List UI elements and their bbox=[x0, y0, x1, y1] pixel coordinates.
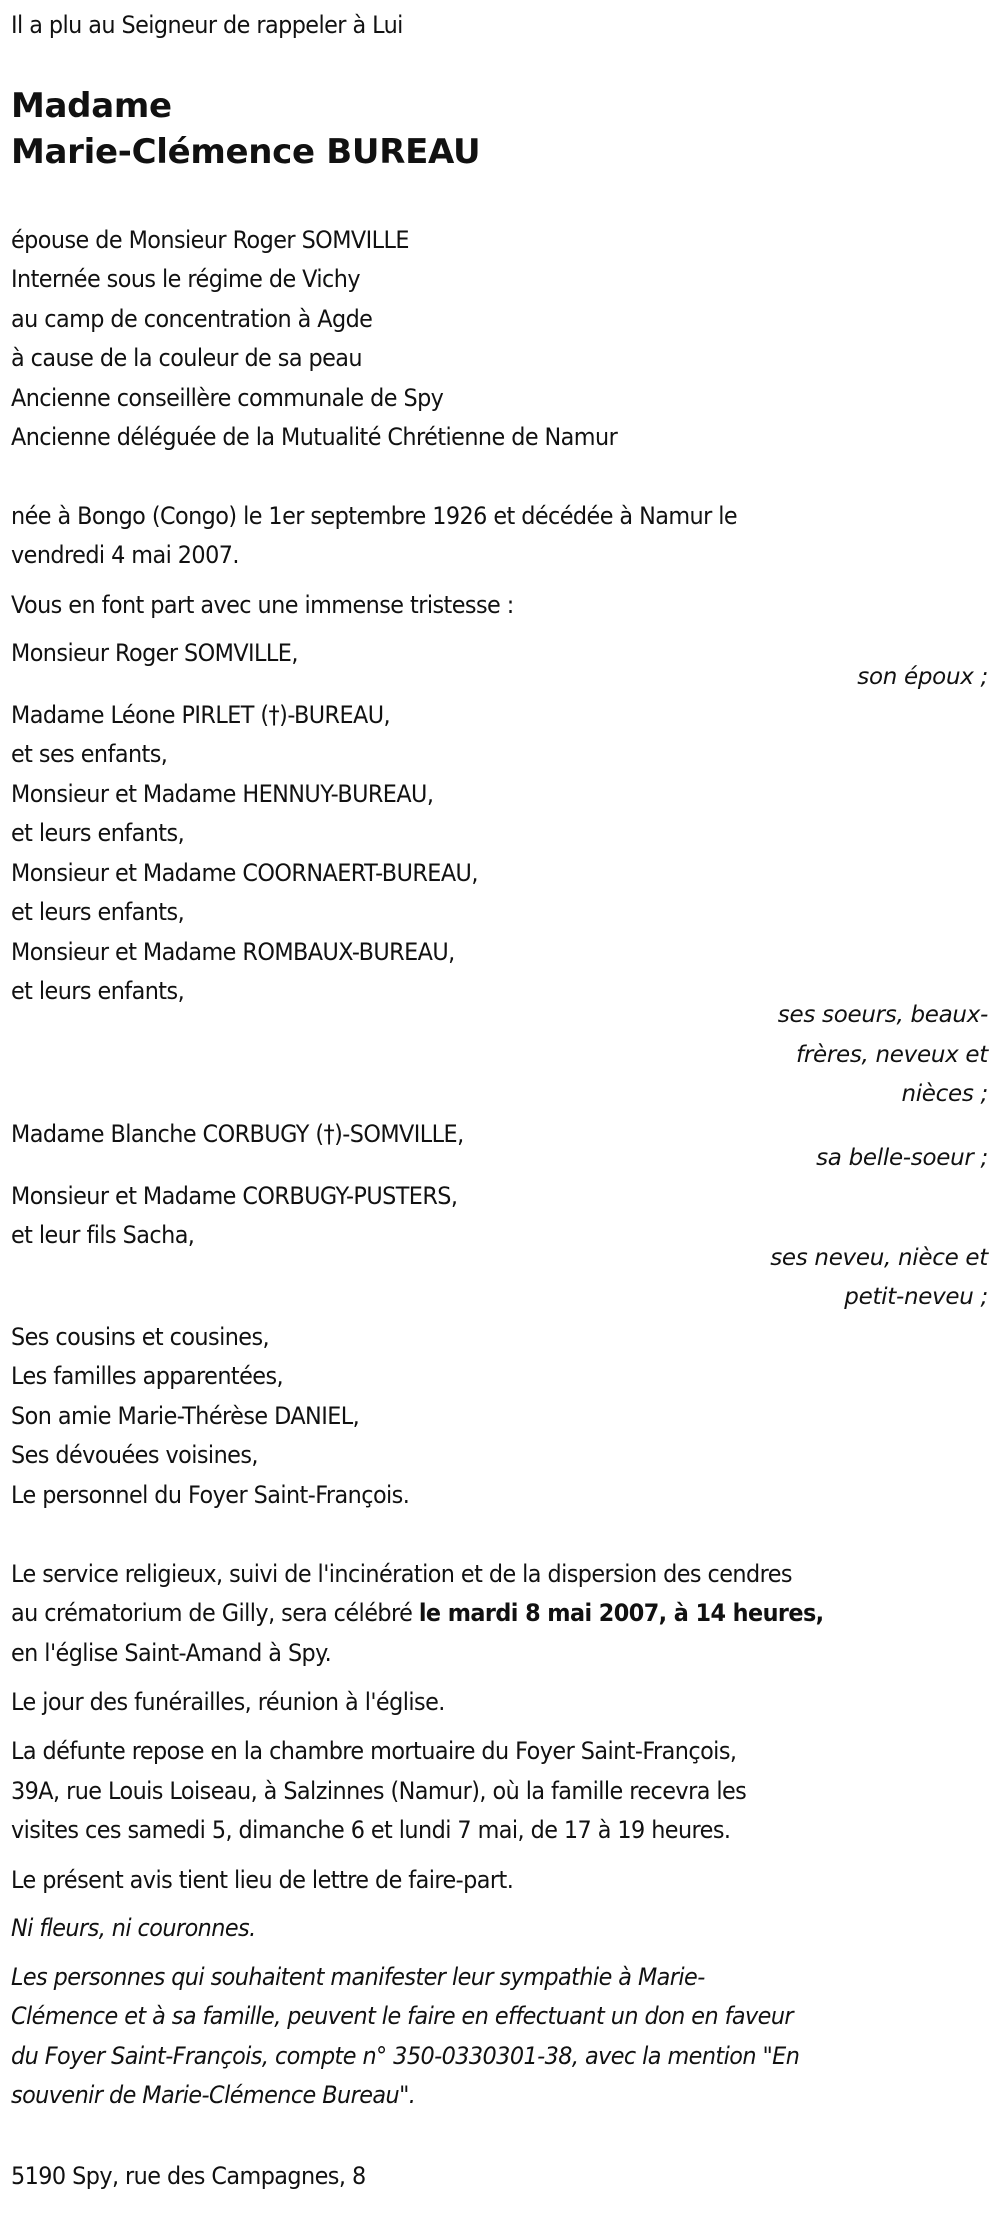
relation-nephews: petit-neveu ; bbox=[844, 1284, 988, 1310]
donation-line: Les personnes qui souhaitent manifester leur sympathie à Marie- bbox=[11, 1963, 705, 1991]
bio-line: à cause de la couleur de sa peau bbox=[11, 344, 362, 372]
service-datetime: le mardi 8 mai 2007, à 14 heures, bbox=[418, 1599, 824, 1627]
title-name: Marie-Clémence BUREAU bbox=[11, 132, 481, 172]
bio-line: au camp de concentration à Agde bbox=[11, 305, 373, 333]
service-line: Le service religieux, suivi de l'incinération et de la dispersion des cendres bbox=[11, 1560, 792, 1588]
rest-line: visites ces samedi 5, dimanche 6 et lundi 7 mai, de 17 à 19 heures. bbox=[11, 1816, 731, 1844]
donation-line: souvenir de Marie-Clémence Bureau". bbox=[11, 2081, 416, 2109]
bio-line: Ancienne conseillère communale de Spy bbox=[11, 384, 444, 412]
address: 5190 Spy, rue des Campagnes, 8 bbox=[11, 2162, 366, 2190]
family-line: Son amie Marie-Thérèse DANIEL, bbox=[11, 1402, 360, 1430]
relation-siblings: nièces ; bbox=[901, 1081, 988, 1107]
family-line: Monsieur et Madame HENNUY-BUREAU, bbox=[11, 780, 434, 808]
donation-line: Clémence et à sa famille, peuvent le faire en effectuant un don en faveur bbox=[11, 2002, 794, 2030]
relation-spouse: son époux ; bbox=[857, 664, 988, 690]
family-line: Ses cousins et cousines, bbox=[11, 1323, 270, 1351]
relation-siblings: frères, neveux et bbox=[796, 1042, 988, 1068]
no-flowers-text: Ni fleurs, ni couronnes. bbox=[11, 1914, 256, 1942]
notice-text: Le présent avis tient lieu de lettre de faire-part. bbox=[11, 1866, 514, 1894]
relation-sister-in-law: sa belle-soeur ; bbox=[816, 1145, 988, 1171]
family-line: et leur fils Sacha, bbox=[11, 1221, 195, 1249]
service-line: en l'église Saint-Amand à Spy. bbox=[11, 1639, 332, 1667]
family-line: et leurs enfants, bbox=[11, 819, 185, 847]
donation-line: du Foyer Saint-François, compte n° 350-0330301-38, avec la mention "En bbox=[11, 2042, 800, 2070]
birth-death-line: vendredi 4 mai 2007. bbox=[11, 541, 239, 569]
announcement: Vous en font part avec une immense tristesse : bbox=[11, 591, 514, 619]
family-line: Monsieur et Madame COORNAERT-BUREAU, bbox=[11, 859, 478, 887]
rest-line: 39A, rue Louis Loiseau, à Salzinnes (Namur), où la famille recevra les bbox=[11, 1777, 747, 1805]
family-sister-in-law: Madame Blanche CORBUGY (†)-SOMVILLE, bbox=[11, 1120, 464, 1148]
family-line: et ses enfants, bbox=[11, 740, 168, 768]
bio-line: Ancienne déléguée de la Mutualité Chrétienne de Namur bbox=[11, 423, 618, 451]
relation-nephews: ses neveu, nièce et bbox=[770, 1245, 988, 1271]
relation-siblings: ses soeurs, beaux- bbox=[777, 1002, 988, 1028]
service-text: au crématorium de Gilly, sera célébré bbox=[11, 1599, 419, 1627]
family-line: et leurs enfants, bbox=[11, 898, 185, 926]
family-spouse: Monsieur Roger SOMVILLE, bbox=[11, 639, 298, 667]
birth-death-line: née à Bongo (Congo) le 1er septembre 1926 et décédée à Namur le bbox=[11, 502, 738, 530]
rest-line: La défunte repose en la chambre mortuaire du Foyer Saint-François, bbox=[11, 1737, 737, 1765]
family-line: Ses dévouées voisines, bbox=[11, 1441, 258, 1469]
family-line: Le personnel du Foyer Saint-François. bbox=[11, 1481, 410, 1509]
bio-line: Internée sous le régime de Vichy bbox=[11, 265, 360, 293]
family-line: et leurs enfants, bbox=[11, 977, 185, 1005]
family-line: Monsieur et Madame ROMBAUX-BUREAU, bbox=[11, 938, 455, 966]
family-line: Madame Léone PIRLET (†)-BUREAU, bbox=[11, 701, 391, 729]
family-line: Monsieur et Madame CORBUGY-PUSTERS, bbox=[11, 1182, 458, 1210]
intro-text: Il a plu au Seigneur de rappeler à Lui bbox=[11, 11, 403, 39]
service-line bbox=[11, 1598, 824, 1628]
meeting-text: Le jour des funérailles, réunion à l'église. bbox=[11, 1688, 445, 1716]
family-line: Les familles apparentées, bbox=[11, 1362, 284, 1390]
bio-line: épouse de Monsieur Roger SOMVILLE bbox=[11, 226, 409, 254]
title-honorific: Madame bbox=[11, 86, 172, 126]
